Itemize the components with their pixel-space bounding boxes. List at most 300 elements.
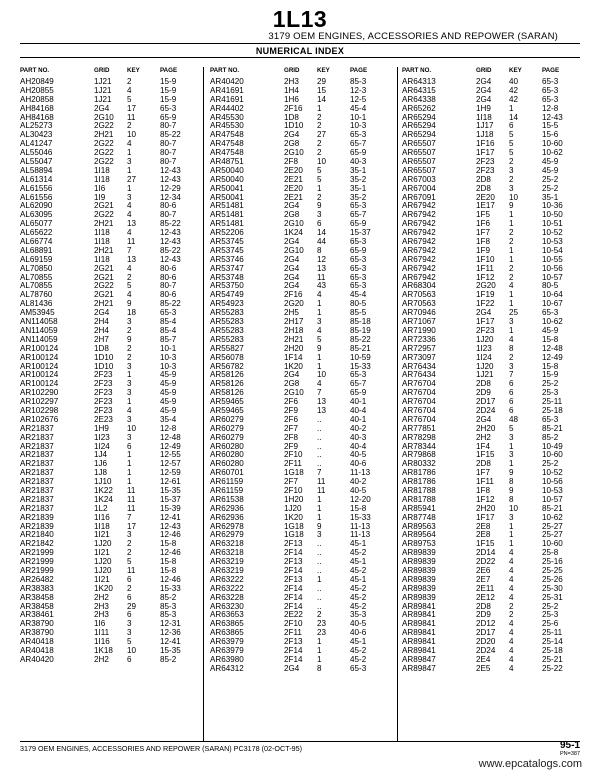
grid-ref: 2G22: [94, 139, 114, 149]
page-ref: 65-3: [350, 281, 367, 291]
grid-ref: 2G10: [284, 245, 304, 255]
grid-ref: 2H20: [476, 423, 496, 433]
grid-ref: 2F14: [284, 565, 303, 575]
grid-ref: 2F13: [284, 539, 303, 549]
watermark-text: www.epcatalogs.com: [478, 758, 582, 770]
part-number: AR41691: [210, 85, 244, 95]
page-ref: 45-4: [350, 103, 367, 113]
page-ref: 85-3: [160, 610, 177, 620]
key-number: 7: [509, 370, 514, 380]
key-number: 14: [317, 228, 327, 238]
table-row: [402, 665, 590, 674]
part-number: AR62979: [210, 530, 244, 540]
grid-ref: 2F14: [284, 583, 303, 593]
key-number: 1: [127, 165, 132, 175]
grid-ref: 2G4: [476, 308, 492, 318]
grid-ref: 1I18: [94, 254, 110, 264]
grid-ref: 1H6: [284, 94, 299, 104]
page-ref: 12-43: [160, 165, 181, 175]
key-number: 1: [317, 503, 322, 513]
column-header: [402, 67, 590, 76]
grid-ref: 1I18: [94, 174, 110, 184]
key-number: 5: [509, 130, 514, 140]
key-number: 4: [509, 646, 514, 655]
key-number: 2: [509, 228, 514, 238]
key-number: 2: [509, 237, 514, 247]
key-number: 3: [509, 165, 514, 175]
grid-ref: 1F4: [476, 441, 490, 451]
part-number: AL41247: [20, 139, 53, 149]
part-number: AR68304: [402, 281, 436, 291]
part-number: AR60279: [210, 432, 244, 442]
page-ref: 12-48: [160, 432, 181, 442]
key-number: ..: [317, 539, 322, 549]
key-number: 6: [509, 121, 514, 131]
grid-ref: 2F11: [284, 628, 302, 638]
key-number: 29: [127, 601, 137, 611]
key-number: 2: [509, 272, 514, 282]
page-ref: 12-43: [160, 237, 181, 247]
part-number: AR38790: [20, 619, 54, 629]
part-number: AR63222: [210, 574, 244, 584]
part-number: AN114059: [20, 325, 58, 335]
page-ref: 25-2: [542, 183, 559, 193]
part-number: AR89847: [402, 663, 436, 673]
part-number: AR67942: [402, 228, 436, 238]
part-number: AR21837: [20, 468, 54, 478]
page-ref: 10-53: [542, 485, 563, 495]
grid-ref: 1I18: [94, 521, 110, 531]
page-ref: 45-9: [160, 388, 177, 398]
part-number: AN114058: [20, 317, 58, 327]
part-number: AR89839: [402, 557, 436, 567]
page-ref: 25-14: [542, 637, 563, 647]
key-number: 10: [509, 192, 519, 202]
part-number: AR60280: [210, 459, 244, 469]
page-ref: 85-18: [350, 317, 371, 327]
grid-ref: 2H21: [94, 299, 114, 309]
key-number: 1: [509, 103, 514, 113]
footer-text: 3179 OEM ENGINES, ACCESSORIES AND REPOWER (SARAN) PC3178 (02-OCT-95): [20, 744, 302, 753]
grid-ref: 2G4: [284, 254, 300, 264]
key-number: 1: [509, 290, 514, 300]
key-number: 29: [317, 77, 327, 86]
key-number: 1: [509, 459, 514, 469]
key-number: 2: [127, 343, 132, 353]
page-ref: 25-3: [542, 388, 559, 398]
key-number: 5: [127, 637, 132, 647]
grid-ref: 1J20: [94, 565, 112, 575]
page-ref: 12-43: [160, 228, 181, 238]
grid-ref: 2G4: [476, 414, 492, 424]
page-ref: 15-6: [542, 130, 559, 140]
grid-ref: 2H4: [94, 317, 109, 327]
grid-ref: 2H2: [94, 654, 109, 664]
part-number: AR63653: [210, 610, 244, 620]
part-number: AR78298: [402, 432, 436, 442]
page-ref: 45-9: [160, 397, 177, 407]
part-no-header: PART NO.: [210, 67, 240, 74]
page-ref: 15-9: [160, 85, 177, 95]
key-number: 9: [127, 299, 132, 309]
page-ref: 12-41: [160, 512, 181, 522]
part-number: AR67091: [402, 192, 436, 202]
page-ref: 80-7: [160, 121, 177, 131]
key-number: 1: [317, 352, 322, 362]
key-number: 23: [317, 619, 327, 629]
page-ref: 12-55: [160, 450, 181, 460]
page-ref: 10-62: [542, 512, 563, 522]
part-number: AL55047: [20, 157, 53, 167]
part-number: AR100124: [20, 370, 59, 380]
key-number: 11: [127, 112, 136, 122]
page-ref: 40-5: [350, 450, 367, 460]
grid-ref: 2F10: [284, 450, 303, 460]
key-header: KEY: [509, 67, 522, 74]
part-number: AR50040: [210, 174, 244, 184]
key-number: 40: [509, 77, 519, 86]
grid-ref: 1K22: [94, 485, 113, 495]
page-ref: 10-1: [160, 343, 177, 353]
key-number: 17: [127, 103, 137, 113]
key-number: ..: [317, 414, 322, 424]
page-ref: 25-6: [542, 619, 559, 629]
page-ref: 85-5: [350, 308, 367, 318]
page-ref: 65-3: [350, 272, 367, 282]
page-ref: 35-1: [542, 192, 559, 202]
index-column-3: [402, 67, 590, 674]
key-number: 10: [127, 130, 137, 140]
grid-ref: 1J20: [476, 361, 494, 371]
page-ref: 35-2: [350, 174, 367, 184]
key-number: 7: [317, 468, 322, 478]
grid-ref: 1H9: [94, 423, 109, 433]
part-number: AR63230: [210, 601, 244, 611]
page-ref: 10-52: [542, 468, 563, 478]
page-ref: 80-5: [350, 299, 367, 309]
key-number: ..: [317, 592, 322, 602]
grid-ref: 1J20: [94, 539, 112, 549]
key-number: 2: [127, 548, 132, 558]
grid-ref: 2D12: [476, 619, 496, 629]
part-number: AR40420: [210, 77, 244, 86]
grid-header: GRID: [94, 67, 110, 74]
grid-ref: 1F10: [476, 254, 495, 264]
page-ref: 12-36: [160, 628, 181, 638]
key-number: 2: [127, 583, 132, 593]
grid-ref: 1J21: [94, 77, 112, 86]
grid-ref: 1H9: [476, 103, 491, 113]
part-number: AR102298: [20, 405, 59, 415]
part-number: AR89753: [402, 539, 436, 549]
page-ref: 45-9: [160, 379, 177, 389]
key-number: 9: [509, 468, 514, 478]
key-number: 14: [317, 94, 327, 104]
part-number: AR21837: [20, 432, 54, 442]
page-ref: 12-34: [160, 192, 181, 202]
page-header: PAGE: [160, 67, 178, 74]
part-number: AR89839: [402, 592, 436, 602]
key-number: 5: [317, 174, 322, 184]
key-number: ..: [317, 583, 322, 593]
key-number: 11: [317, 272, 326, 282]
grid-ref: 1I9: [94, 192, 106, 202]
page-ref: 45-2: [350, 654, 367, 664]
key-number: 2: [127, 77, 132, 86]
grid-ref: 2D17: [476, 628, 496, 638]
grid-ref: 2H21: [94, 130, 114, 140]
page-ref: 15-9: [160, 94, 177, 104]
page-ref: 12-5: [350, 94, 367, 104]
grid-ref: 2G4: [284, 130, 300, 140]
part-number: AL61556: [20, 183, 53, 193]
part-number: AR41691: [210, 94, 244, 104]
page-ref: 11-13: [350, 530, 371, 540]
part-no-header: PART NO.: [20, 67, 50, 74]
part-number: AR55283: [210, 317, 244, 327]
grid-ref: 1J20: [284, 503, 302, 513]
grid-ref: 1F7: [476, 228, 490, 238]
part-number: AL70855: [20, 281, 53, 291]
page-ref: 12-43: [160, 254, 181, 264]
part-number: AR64312: [210, 663, 244, 673]
page-ref: 12-20: [350, 494, 371, 504]
header-rule: [20, 43, 580, 44]
grid-ref: 2G21: [94, 201, 114, 211]
part-number: AR50041: [210, 192, 244, 202]
grid-ref: 2E20: [284, 183, 303, 193]
page-ref: 25-2: [542, 174, 559, 184]
table-row: [20, 656, 208, 665]
grid-ref: 1J21: [94, 85, 112, 95]
part-number: AR60701: [210, 468, 244, 478]
part-number: AR21837: [20, 450, 54, 460]
part-number: AR89841: [402, 610, 436, 620]
page-ref: 25-26: [542, 574, 563, 584]
page-ref: 25-2: [542, 379, 559, 389]
page-ref: 85-21: [350, 343, 371, 353]
part-number: AL78760: [20, 290, 53, 300]
key-number: 1: [317, 646, 322, 655]
part-number: AR76704: [402, 397, 436, 407]
page-ref: 80-7: [160, 139, 177, 149]
key-number: ..: [317, 423, 322, 433]
grid-ref: 2E8: [476, 521, 491, 531]
key-number: 11: [317, 485, 326, 495]
key-number: 5: [127, 281, 132, 291]
key-number: 6: [127, 574, 132, 584]
key-number: 3: [317, 530, 322, 540]
page-title: 1L13: [272, 6, 328, 32]
grid-ref: 1I18: [94, 165, 110, 175]
part-number: AR56782: [210, 361, 244, 371]
page-ref: 12-61: [160, 477, 181, 487]
grid-ref: 2H3: [284, 77, 299, 86]
part-number: AR55827: [210, 343, 244, 353]
grid-ref: 2E4: [476, 654, 491, 664]
grid-ref: 2E21: [284, 192, 303, 202]
grid-ref: 1I18: [94, 228, 110, 238]
grid-ref: 2F7: [284, 477, 298, 487]
grid-ref: 2E20: [476, 192, 495, 202]
section-heading: NUMERICAL INDEX: [255, 46, 345, 56]
part-number: AR67942: [402, 245, 436, 255]
part-number: AR67003: [402, 174, 436, 184]
part-number: AR21839: [20, 512, 54, 522]
part-number: AR76704: [402, 379, 436, 389]
part-number: AR60279: [210, 423, 244, 433]
key-number: 6: [509, 405, 514, 415]
part-number: AR81786: [402, 477, 436, 487]
key-header: KEY: [317, 67, 330, 74]
part-number: AR67942: [402, 219, 436, 229]
part-number: AR65262: [402, 103, 436, 113]
grid-ref: 1F6: [476, 219, 490, 229]
page-ref: 12-3: [350, 85, 367, 95]
page-ref: 65-3: [542, 77, 559, 86]
grid-ref: 2E5: [476, 663, 491, 673]
key-number: 11: [127, 494, 136, 504]
key-number: 11: [317, 477, 326, 487]
part-number: AR21837: [20, 459, 54, 469]
grid-ref: 1I16: [94, 512, 110, 522]
part-number: AR89839: [402, 565, 436, 575]
grid-ref: 1H4: [284, 85, 299, 95]
page-ref: 65-3: [542, 308, 559, 318]
key-number: 1: [509, 530, 514, 540]
page-ref: 85-21: [542, 503, 563, 513]
grid-header: GRID: [476, 67, 492, 74]
part-number: AR21837: [20, 477, 54, 487]
grid-ref: 2F8: [284, 432, 298, 442]
page-ref: 65-3: [542, 94, 559, 104]
key-number: 14: [509, 112, 519, 122]
page-ref: 25-27: [542, 530, 563, 540]
key-number: 5: [509, 148, 514, 158]
part-number: AR100124: [20, 343, 59, 353]
page-ref: 10-60: [542, 539, 563, 549]
page-ref: 85-2: [160, 654, 177, 664]
key-number: 7: [127, 245, 132, 255]
key-number: 5: [509, 423, 514, 433]
key-number: 4: [509, 548, 514, 558]
key-number: 2: [127, 272, 132, 282]
key-number: 1: [509, 299, 514, 309]
grid-ref: 1I23: [94, 432, 110, 442]
page-ref: 40-6: [350, 628, 367, 638]
part-number: AR79868: [402, 450, 436, 460]
grid-ref: 2F6: [284, 414, 298, 424]
part-number: AR89841: [402, 619, 436, 629]
key-number: 1: [127, 468, 132, 478]
page-ref: 45-9: [160, 370, 177, 380]
part-number: AR67942: [402, 272, 436, 282]
key-number: 4: [127, 228, 132, 238]
grid-ref: 2E23: [94, 414, 113, 424]
page-ref: 45-2: [350, 646, 367, 655]
key-number: 2: [127, 352, 132, 362]
key-number: 27: [127, 174, 137, 184]
grid-ref: 2G4: [476, 94, 492, 104]
grid-ref: 2D8: [476, 601, 491, 611]
part-number: AR65507: [402, 165, 436, 175]
grid-ref: 1F17: [476, 317, 495, 327]
page-ref: 65-3: [350, 370, 367, 380]
part-number: AR55283: [210, 334, 244, 344]
key-number: 3: [509, 317, 514, 327]
key-number: 8: [509, 494, 514, 504]
part-number: AR70563: [402, 290, 436, 300]
part-number: AR65507: [402, 148, 436, 158]
page-ref: 65-9: [160, 112, 177, 122]
key-number: 11: [127, 237, 136, 247]
part-number: AR89839: [402, 548, 436, 558]
part-number: AR62936: [210, 503, 244, 513]
grid-ref: 2F8: [284, 157, 298, 167]
part-number: AR81788: [402, 485, 436, 495]
grid-ref: 1D8: [284, 112, 299, 122]
page-ref: 10-36: [542, 201, 563, 211]
part-number: AR81786: [402, 468, 436, 478]
page-ref: 25-25: [542, 565, 563, 575]
grid-ref: 1I6: [94, 183, 106, 193]
key-number: 15: [317, 85, 327, 95]
part-number: AR60280: [210, 441, 244, 451]
grid-ref: 1J4: [94, 450, 108, 460]
grid-ref: 1J6: [94, 459, 108, 469]
page-ref: 40-1: [350, 397, 367, 407]
page-ref: 15-37: [350, 228, 371, 238]
page-ref: 15-8: [160, 557, 177, 567]
part-number: AR71067: [402, 317, 436, 327]
page-ref: 40-3: [350, 432, 367, 442]
part-number: AR78344: [402, 441, 436, 451]
key-number: 11: [127, 485, 136, 495]
grid-ref: 1F17: [476, 148, 495, 158]
page-ref: 65-9: [350, 245, 367, 255]
grid-ref: 2G8: [284, 379, 300, 389]
grid-ref: 1J10: [94, 477, 112, 487]
part-number: AR38458: [20, 592, 54, 602]
part-number: AR53745: [210, 237, 244, 247]
page-ref: 25-16: [542, 557, 563, 567]
page-ref: 85-22: [160, 130, 181, 140]
key-number: 10: [317, 157, 327, 167]
column-header: [20, 67, 208, 76]
grid-ref: 1E17: [476, 201, 495, 211]
part-number: AR58126: [210, 388, 244, 398]
page-ref: 15-5: [542, 121, 559, 131]
key-number: 4: [127, 201, 132, 211]
grid-ref: 2H2: [476, 432, 491, 442]
key-number: 2: [127, 325, 132, 335]
grid-ref: 2F13: [284, 574, 303, 584]
part-number: AR85941: [402, 503, 436, 513]
page-ref: 85-3: [350, 77, 367, 86]
key-number: 4: [509, 637, 514, 647]
page-ref: 25-18: [542, 405, 563, 415]
part-number: AR52206: [210, 228, 244, 238]
grid-ref: 2G20: [476, 281, 496, 291]
page-ref: 10-54: [542, 245, 563, 255]
page-ref: 45-2: [350, 601, 367, 611]
key-number: 1: [127, 459, 132, 469]
grid-ref: 1I21: [94, 530, 110, 540]
part-number: AR55283: [210, 325, 244, 335]
key-number: 1: [317, 183, 322, 193]
grid-ref: 2H17: [284, 317, 304, 327]
part-number: AR89839: [402, 574, 436, 584]
